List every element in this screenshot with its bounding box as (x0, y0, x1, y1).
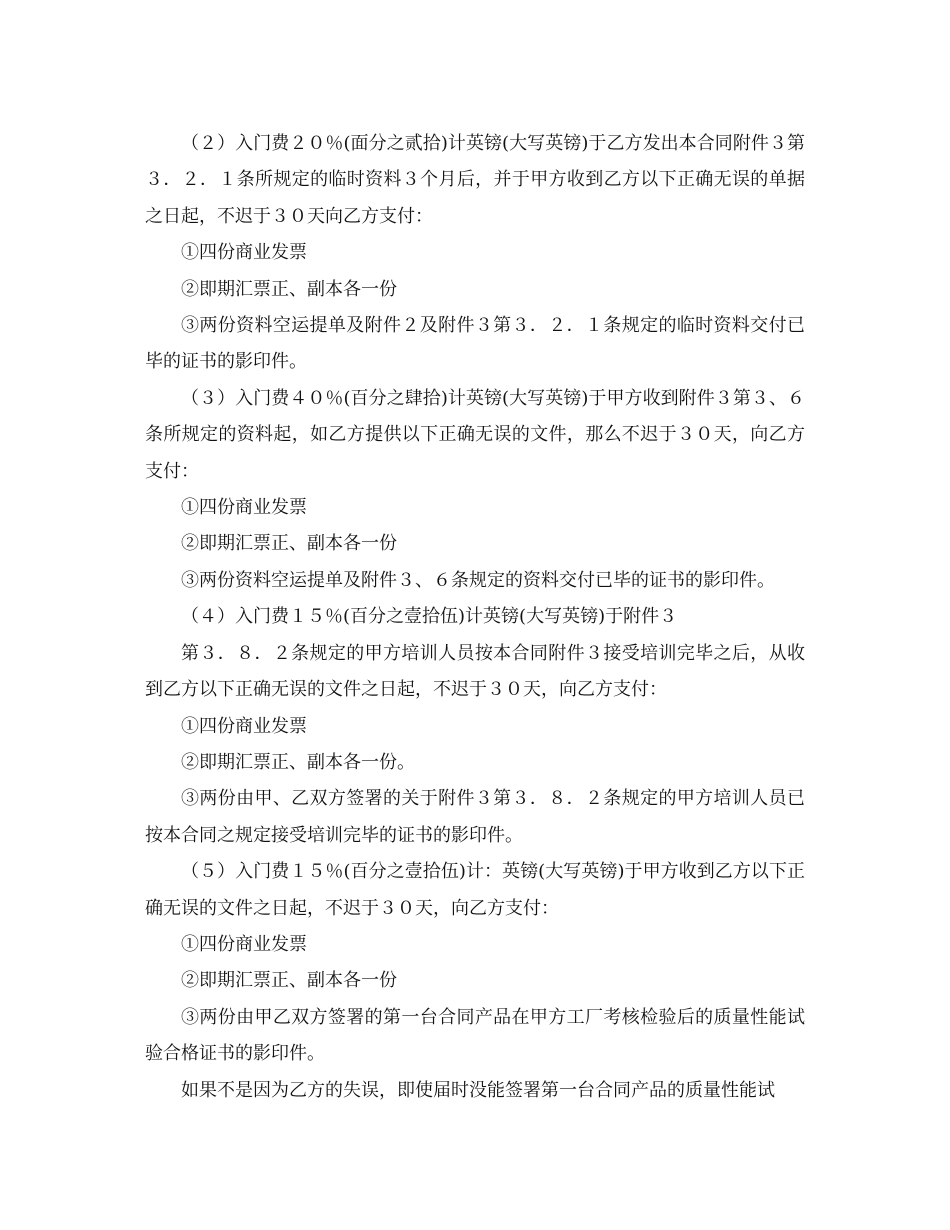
list-item-commercial-invoice: ①四份商业发票 (181, 933, 307, 955)
paragraph-clause-5: （５）入门费１５％(百分之壹拾伍)计：英镑(大写英镑)于甲方收到乙方以下正确无误的文件之日起，不迟于３０天，向乙方支付： (145, 861, 805, 919)
list-item-quality-certificate: ③两份由甲乙双方签署的第一台合同产品在甲方工厂考核检验后的质量性能试验合格证书的影印件。 (145, 1006, 805, 1065)
list-item-commercial-invoice: ①四份商业发票 (181, 497, 307, 519)
list-item-sight-draft: ②即期汇票正、副本各一份 (181, 533, 397, 555)
paragraph-clause-3: （３）入门费４０％(百分之肆拾)计英镑(大写英镑)于甲方收到附件３第３、６条所规定的资料起，如乙方提供以下正确无误的文件，那么不迟于３０天，向乙方支付： (145, 387, 805, 482)
list-item-training-certificate: ③两份由甲、乙双方签署的关于附件３第３．８．２条规定的甲方培训人员已按本合同之规定接受培训完毕的证书的影印件。 (145, 788, 805, 846)
paragraph-clause-4-continued: 第３．８．２条规定的甲方培训人员按本合同附件３接受培训完毕之后，从收到乙方以下正确无误的文件之日起，不迟于３０天，向乙方支付： (145, 642, 805, 701)
paragraph-clause-2: （２）入门费２０％(面分之贰拾)计英镑(大写英镑)于乙方发出本合同附件３第３．２．１条所规定的临时资料３个月后，并于甲方收到乙方以下正确无误的单据之日起，不迟于３０天向乙方支付： (145, 133, 805, 227)
paragraph-clause-4: （４）入门费１５％(百分之壹拾伍)计英镑(大写英镑)于附件３ (181, 606, 678, 628)
list-item-commercial-invoice: ①四份商业发票 (181, 715, 307, 737)
list-item-air-waybill: ③两份资料空运提单及附件２及附件３第３．２．１条规定的临时资料交付已毕的证书的影印件。 (145, 315, 805, 373)
document-body (145, 126, 805, 1109)
list-item-sight-draft: ②即期汇票正、副本各一份 (181, 970, 397, 992)
list-item-air-waybill: ③两份资料空运提单及附件３、６条规定的资料交付已毕的证书的影印件。 (181, 569, 775, 591)
list-item-sight-draft: ②即期汇票正、副本各一份 (181, 278, 397, 300)
list-item-sight-draft: ②即期汇票正、副本各一份。 (181, 751, 415, 773)
list-item-commercial-invoice: ①四份商业发票 (181, 242, 307, 264)
paragraph-closing: 如果不是因为乙方的失误，即使届时没能签署第一台合同产品的质量性能试 (181, 1079, 775, 1101)
